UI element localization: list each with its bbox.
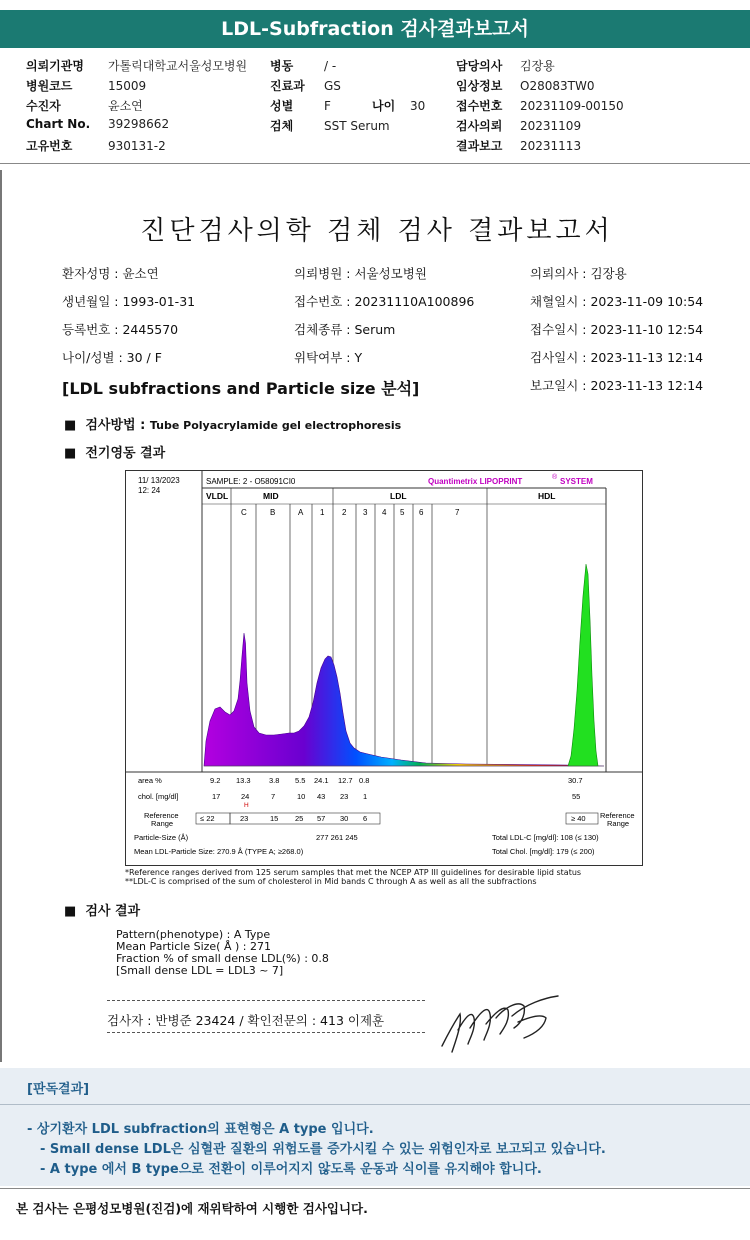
method-label: 검사방법 : bbox=[85, 418, 146, 433]
info-value: SST Serum bbox=[324, 119, 390, 133]
ref-right-label: Reference bbox=[600, 811, 635, 820]
ref-value: 57 bbox=[317, 814, 326, 823]
chol-value: 17 bbox=[212, 792, 221, 801]
ref-right-label: Range bbox=[607, 819, 630, 828]
electrophoresis-plot bbox=[125, 470, 643, 866]
row-label-ref: Reference bbox=[144, 811, 179, 820]
info-label: 접수번호 bbox=[456, 99, 503, 113]
area-value: 3.8 bbox=[269, 776, 280, 785]
info-value: 윤소연 bbox=[108, 99, 143, 113]
ref-value: ≤ 22 bbox=[200, 814, 215, 823]
area-value: 24.1 bbox=[314, 776, 329, 785]
report-field: 생년월일 : 1993-01-31 bbox=[62, 294, 196, 309]
judgement-divider bbox=[0, 1104, 750, 1105]
result-line: Pattern(phenotype) : A Type bbox=[116, 928, 271, 941]
band-label: 1 bbox=[320, 508, 325, 517]
info-value: 30 bbox=[410, 99, 426, 113]
band-label: 2 bbox=[342, 508, 347, 517]
row-label-chol: chol. [mg/dl] bbox=[138, 792, 179, 801]
mean-particle-size: Mean LDL-Particle Size: 270.9 Å (TYPE A; ≥268.0) bbox=[134, 847, 304, 856]
info-col-2 bbox=[270, 57, 425, 137]
sign-line-top bbox=[107, 1000, 425, 1001]
total-chol: Total Chol. [mg/dl]: 179 (≤ 200) bbox=[492, 847, 595, 856]
band-label: 7 bbox=[455, 508, 460, 517]
band-label: 6 bbox=[419, 508, 424, 517]
info-label: 성별 bbox=[270, 99, 294, 113]
group-label-vldl: VLDL bbox=[206, 491, 229, 501]
report-field: 의뢰병원 : 서울성모병원 bbox=[294, 266, 427, 281]
area-value: 12.7 bbox=[338, 776, 353, 785]
plot-brand-sup: ® bbox=[552, 474, 558, 481]
info-value: 20231109-00150 bbox=[520, 99, 624, 113]
area-value: 9.2 bbox=[210, 776, 221, 785]
plot-sample: SAMPLE: 2 - O58091CI0 bbox=[206, 477, 296, 486]
report-field: 나이/성별 : 30 / F bbox=[62, 350, 162, 365]
info-label: 임상정보 bbox=[456, 79, 503, 93]
chol-value: 10 bbox=[297, 792, 306, 801]
method-line: ■ 검사방법 : Tube Polyacrylamide gel electrophoresis bbox=[64, 418, 402, 433]
report-field: 위탁여부 : Y bbox=[294, 350, 363, 365]
chol-value: 24 bbox=[241, 792, 250, 801]
report-field: 채혈일시 : 2023-11-09 10:54 bbox=[530, 294, 704, 309]
signature-text: 검사자 : 반병준 23424 / 확인전문의 : 413 이제훈 bbox=[107, 1013, 385, 1028]
report-field: 환자성명 : 윤소연 bbox=[62, 266, 159, 281]
ref-value: 25 bbox=[295, 814, 304, 823]
judgement-line: - 상기환자 LDL subfraction의 표현형은 A type 입니다. bbox=[27, 1122, 374, 1137]
info-label: 진료과 bbox=[270, 79, 305, 93]
info-value: F bbox=[324, 99, 331, 113]
result-line: Fraction % of small dense LDL(%) : 0.8 bbox=[116, 952, 329, 965]
plot-brand-tail: SYSTEM bbox=[560, 477, 593, 486]
info-value: 930131-2 bbox=[108, 139, 166, 153]
ref-value: 30 bbox=[340, 814, 349, 823]
info-value: GS bbox=[324, 79, 341, 93]
info-col-3 bbox=[456, 57, 624, 157]
ref-value: 6 bbox=[363, 814, 368, 823]
info-col-1 bbox=[26, 57, 247, 157]
area-value: 0.8 bbox=[359, 776, 370, 785]
info-value: 20231109 bbox=[520, 119, 582, 133]
section-title: [LDL subfractions and Particle size 분석] bbox=[62, 379, 420, 398]
info-label: 검사의뢰 bbox=[456, 119, 503, 133]
electro-label: 전기영동 결과 bbox=[85, 446, 166, 461]
info-label: 병동 bbox=[270, 59, 294, 73]
lipoprotein-curve bbox=[204, 633, 604, 766]
info-value: / - bbox=[324, 59, 337, 73]
ref-value: 23 bbox=[240, 814, 249, 823]
electrophoresis-svg bbox=[126, 471, 642, 865]
footnote: *Reference ranges derived from 125 serum samples that met the NCEP ATP III guidelines for desirable lipid status bbox=[125, 868, 582, 877]
report-field: 등록번호 : 2445570 bbox=[62, 322, 179, 337]
info-label: 의뢰기관명 bbox=[26, 59, 84, 73]
electro-line: ■ 전기영동 결과 bbox=[64, 446, 166, 461]
info-label: 결과보고 bbox=[456, 139, 503, 153]
judgement-line: - A type 에서 B type으로 전환이 이루어지지 않도록 운동과 식이를 유지해야 합니다. bbox=[40, 1162, 542, 1177]
ref-value: 15 bbox=[270, 814, 279, 823]
info-value: 김장용 bbox=[520, 59, 555, 73]
result-line: [Small dense LDL = LDL3 ~ 7] bbox=[116, 964, 284, 977]
band-label: A bbox=[298, 508, 304, 517]
area-value: 13.3 bbox=[236, 776, 251, 785]
info-value: 39298662 bbox=[108, 117, 170, 131]
result-heading: ■ 검사 결과 bbox=[64, 904, 141, 919]
report-field: 검사일시 : 2023-11-13 12:14 bbox=[530, 350, 704, 365]
info-label: 나이 bbox=[372, 99, 396, 113]
plot-brand: Quantimetrix LIPOPRINT bbox=[428, 477, 523, 486]
band-label: 5 bbox=[400, 508, 405, 517]
sign-line-bottom bbox=[107, 1032, 425, 1033]
report-field: 접수일시 : 2023-11-10 12:54 bbox=[530, 322, 704, 337]
report-field: 접수번호 : 20231110A100896 bbox=[294, 294, 475, 309]
info-label: 담당의사 bbox=[456, 59, 503, 73]
info-label: 검체 bbox=[270, 119, 294, 133]
report-header: LDL-Subfraction 검사결과보고서 bbox=[0, 10, 750, 48]
plot-date: 11/ 13/2023 bbox=[138, 476, 180, 485]
info-label: 병원코드 bbox=[26, 79, 73, 93]
info-label: 수진자 bbox=[26, 99, 61, 113]
info-label: Chart No. bbox=[26, 117, 91, 131]
report-title: 진단검사의학 검체 검사 결과보고서 bbox=[140, 216, 614, 246]
footer-note: 본 검사는 은평성모병원(진검)에 재위탁하여 시행한 검사입니다. bbox=[16, 1201, 368, 1216]
ref-value: ≥ 40 bbox=[571, 814, 586, 823]
judgement-title: [판독결과] bbox=[27, 1082, 90, 1097]
info-value: 15009 bbox=[108, 79, 147, 93]
group-label-mid: MID bbox=[263, 491, 279, 501]
scanned-report bbox=[0, 170, 750, 1062]
group-label-hdl: HDL bbox=[538, 491, 556, 501]
info-value: 20231113 bbox=[520, 139, 582, 153]
group-label-ldl: LDL bbox=[390, 491, 407, 501]
plot-time: 12: 24 bbox=[138, 486, 161, 495]
chol-value: 7 bbox=[271, 792, 276, 801]
info-label: 고유번호 bbox=[26, 139, 73, 153]
divider bbox=[0, 163, 750, 164]
report-field: 의뢰의사 : 김장용 bbox=[530, 266, 627, 281]
report-field: 검체종류 : Serum bbox=[294, 322, 396, 337]
judgement-panel bbox=[0, 1068, 750, 1186]
chol-value: 1 bbox=[363, 792, 368, 801]
chol-value: 43 bbox=[317, 792, 326, 801]
area-value: 30.7 bbox=[568, 776, 583, 785]
row-label-area: area % bbox=[138, 776, 162, 785]
info-value: O28083TW0 bbox=[520, 79, 595, 93]
band-label: B bbox=[270, 508, 276, 517]
row-label-ref: Range bbox=[151, 819, 174, 828]
result-line: Mean Particle Size( Å ) : 271 bbox=[116, 940, 271, 953]
band-label: C bbox=[241, 508, 247, 517]
band-label: 3 bbox=[363, 508, 368, 517]
total-ldl: Total LDL-C [mg/dl]: 108 (≤ 130) bbox=[492, 833, 599, 842]
report-field: 보고일시 : 2023-11-13 12:14 bbox=[530, 378, 704, 393]
particle-values: 277 261 245 bbox=[316, 833, 358, 842]
judgement-line: - Small dense LDL은 심혈관 질환의 위험도를 증가시킬 수 있는 위험인자로 보고되고 있습니다. bbox=[40, 1142, 606, 1157]
hdl-peak bbox=[568, 564, 598, 766]
footer-divider bbox=[0, 1188, 750, 1189]
method-value: Tube Polyacrylamide gel electrophoresis bbox=[149, 419, 402, 432]
chol-high-flag: H bbox=[244, 802, 249, 809]
result-label: 검사 결과 bbox=[85, 904, 141, 919]
results-block bbox=[116, 929, 329, 977]
particle-label: Particle-Size (Å) bbox=[134, 833, 189, 842]
info-value: 가톨릭대학교서울성모병원 bbox=[108, 59, 248, 73]
band-label: 4 bbox=[382, 508, 387, 517]
chol-value: 55 bbox=[572, 792, 581, 801]
chol-value: 23 bbox=[340, 792, 349, 801]
handwritten-signature bbox=[434, 994, 569, 1056]
footnote: **LDL-C is comprised of the sum of cholesterol in Mid bands C through A as well as all the subfractions bbox=[125, 877, 537, 886]
area-value: 5.5 bbox=[295, 776, 306, 785]
